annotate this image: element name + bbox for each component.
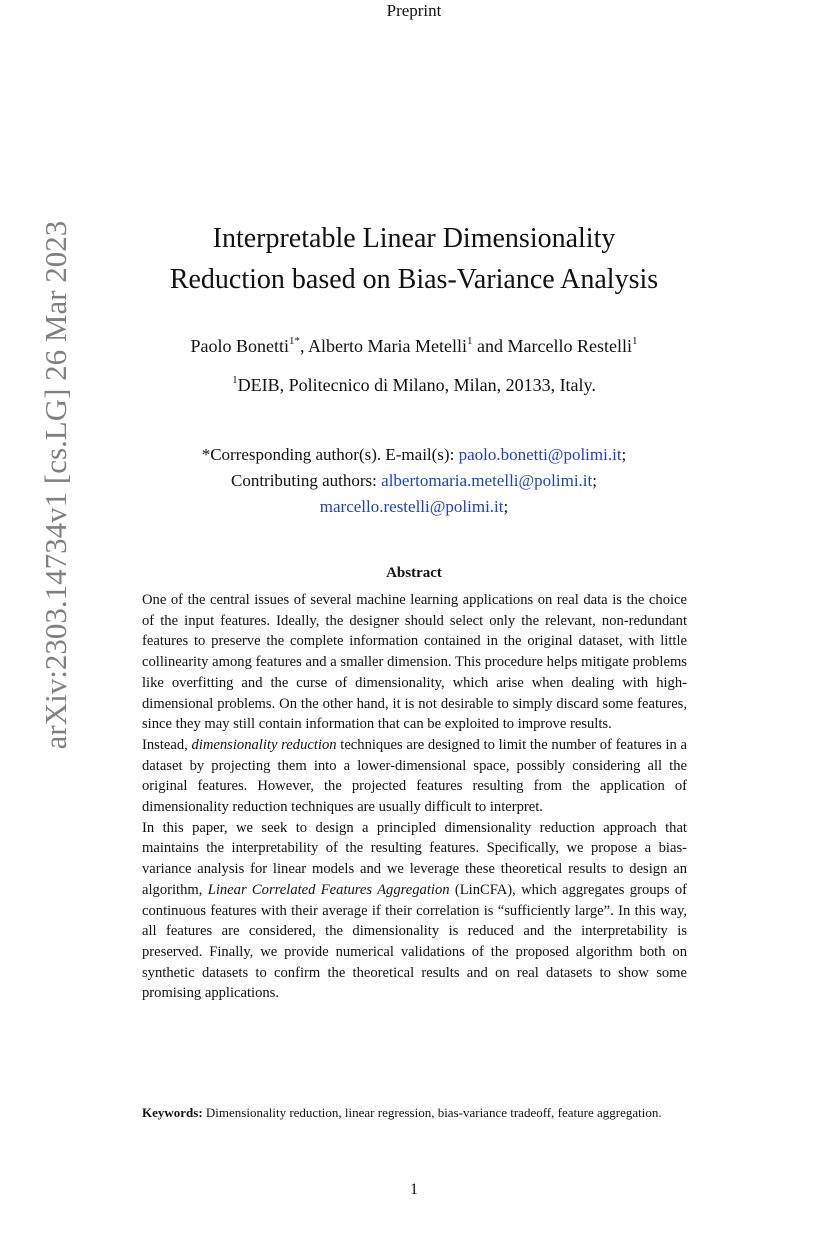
- contributing-line: [0, 468, 828, 494]
- text-run: In this paper, we seek to design a principled dimensionality reduction approach that maintains the interpretability of the resulting features. Specifically, we propose a bias-variance analysis for linear models and we leverage these theoretical results to design an algorithm,: [142, 819, 687, 898]
- title-line-1: Interpretable Linear Dimensionality: [212, 223, 616, 254]
- affiliation: [0, 373, 828, 397]
- author-name: Alberto Maria Metelli: [308, 336, 467, 356]
- author-name: Paolo Bonetti: [190, 336, 290, 356]
- emphasis: Linear Correlated Features Aggregation: [207, 881, 450, 898]
- abstract-body: [142, 590, 687, 1004]
- arxiv-stamp: arXiv:2303.14734v1 [cs.LG] 26 Mar 2023: [38, 220, 73, 750]
- abstract-heading: Abstract: [386, 565, 442, 581]
- author-name: Marcello Restelli: [507, 336, 632, 356]
- title-line-2: Reduction based on Bias-Variance Analysis: [169, 264, 659, 295]
- corresponding-label: *Corresponding author(s). E-mail(s):: [201, 445, 459, 464]
- emphasis: dimensionality reduction: [191, 736, 337, 753]
- text-run: Instead,: [142, 736, 192, 753]
- keywords-text: Dimensionality reduction, linear regression, bias-variance tradeoff, feature aggregation.: [202, 1105, 662, 1120]
- running-head: Preprint: [386, 1, 442, 20]
- text-run: (LinCFA), which aggregates groups of continuous features with their average if their correlation is “sufficiently large”. In this way, all features are considered, the dimensionality is reduced and the interpretability is preserved. Finally, we provide numerical validations of the proposed algorithm both on synthetic datasets to confirm the theoretical results and on real datasets to show some promising applications.: [142, 881, 687, 1002]
- contact-block: [0, 442, 828, 520]
- paper-title: [0, 218, 828, 300]
- email-separator: ;: [592, 471, 597, 490]
- author-list: [0, 334, 828, 358]
- author-separator: and: [472, 336, 508, 356]
- author-affiliation-mark: 1*: [289, 335, 301, 347]
- keywords-label: Keywords:: [142, 1105, 203, 1120]
- email-separator: ;: [503, 497, 509, 516]
- page-number: 1: [410, 1181, 418, 1198]
- affiliation-mark: 1: [232, 374, 238, 386]
- abstract-paragraph: [142, 818, 687, 1004]
- author-affiliation-mark: 1: [467, 335, 473, 347]
- corresponding-line: [0, 442, 828, 468]
- text-run: techniques are designed to limit the number of features in a dataset by projecting them into a lower-dimensional space, possibly considering all the original features. However, the projected features resulting from the application of dimensionality reduction techniques are usually difficult to interpret.: [142, 736, 688, 816]
- keywords: [142, 1103, 687, 1122]
- abstract-paragraph: [142, 735, 687, 818]
- author-affiliation-mark: 1: [631, 335, 638, 347]
- contributing-line: [0, 494, 828, 520]
- affiliation-text: DEIB, Politecnico di Milano, Milan, 20133, Italy.: [237, 375, 596, 395]
- contributing-email-link[interactable]: albertomaria.metelli@polimi.it: [381, 471, 593, 490]
- abstract-paragraph: One of the central issues of several machine learning applications on real data is the choice of the input features. Ideally, the designer should select only the relevant, non-redundant features to preserve the complete information contained in the original dataset, with little collinearity among features and a smaller dimension. This procedure helps mitigate problems like overfitting and the curse of dimensionality, which arise when dealing with high-dimensional problems. On the other hand, it is not desirable to simply discard some features, since they may still contain information that can be exploited to improve results.: [142, 592, 687, 733]
- author-separator: ,: [300, 336, 309, 356]
- contributing-email-link[interactable]: marcello.restelli@polimi.it: [319, 497, 504, 516]
- corresponding-email-link[interactable]: paolo.bonetti@polimi.it: [458, 445, 622, 464]
- contributing-label: Contributing authors:: [230, 471, 382, 490]
- email-separator: ;: [621, 445, 627, 464]
